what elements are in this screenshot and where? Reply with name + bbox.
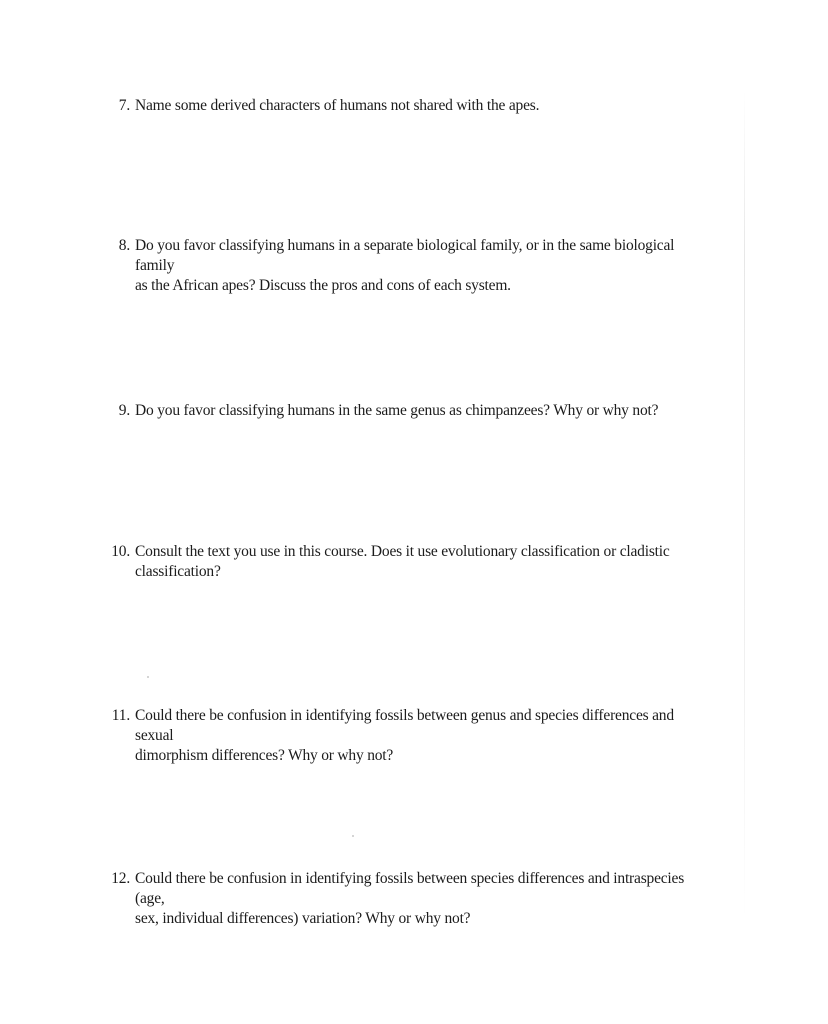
- question-text: Could there be confusion in identifying fossils between genus and species differences and sexual dimorphism differences? Why or why not?: [135, 707, 674, 764]
- question-9: [104, 401, 704, 421]
- question-text: Name some derived characters of humans not shared with the apes.: [135, 97, 540, 114]
- question-number: 9.: [118, 402, 130, 419]
- question-text: Consult the text you use in this course. Does it use evolutionary classification or cladistic classification?: [135, 543, 670, 580]
- question-10: [104, 542, 704, 582]
- question-text: Do you favor classifying humans in the same genus as chimpanzees? Why or why not?: [135, 402, 659, 419]
- question-number: 12.: [111, 870, 130, 887]
- scan-margin-line: [744, 90, 745, 920]
- scan-speck: [147, 676, 149, 678]
- question-number: 7.: [118, 97, 130, 114]
- question-text: Do you favor classifying humans in a separate biological family, or in the same biological family as the African apes? Discuss the pros and cons of each system.: [135, 237, 675, 294]
- question-text: Could there be confusion in identifying fossils between species differences and intraspecies (age, sex, individual differences) variation? Why or why not?: [135, 870, 685, 927]
- question-number: 11.: [111, 707, 130, 724]
- question-number: 10.: [111, 543, 130, 560]
- question-number: 8.: [118, 237, 130, 254]
- question-7: [104, 96, 704, 116]
- scan-speck: [352, 835, 354, 837]
- question-8: [104, 236, 704, 296]
- question-12: [104, 869, 704, 929]
- question-11: [104, 706, 704, 766]
